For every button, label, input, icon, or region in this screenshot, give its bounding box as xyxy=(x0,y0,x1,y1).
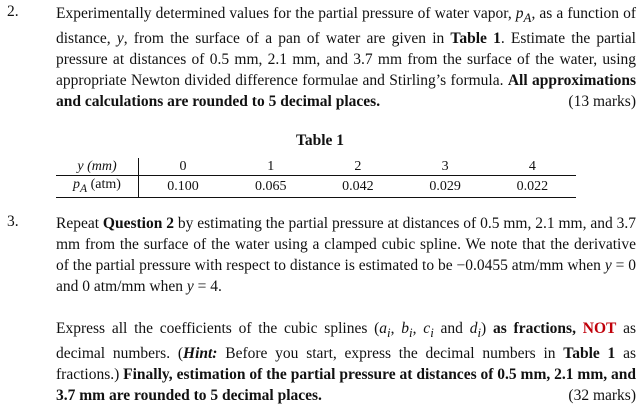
pressure-cell: 0.029 xyxy=(402,176,489,198)
y-cell: 0 xyxy=(139,158,228,176)
y-cell: 3 xyxy=(402,158,489,176)
pressure-cell: 0.065 xyxy=(227,176,314,198)
y-cell: 2 xyxy=(314,158,401,176)
y-cell: 4 xyxy=(489,158,576,176)
question-2-text: Experimentally determined values for the partial pressure of water vapor, $p_A$, as a function of distance, y, from the surface of a pan of water are given in Table 1. Estimate the partial pressure at distances of 0.5 mm, 2.1 mm, and 3.7 mm from the surface of the water, using appropriate Newton divided difference formulae and Stirling’s formula. All approximations and calculations are rounded to 5 decimal places. (13 marks) xyxy=(56,5,636,111)
y-header: y (mm) xyxy=(56,158,139,176)
question-3-paragraph-1: Repeat Question 2 by estimating the partial pressure at distances of 0.5 mm, 2.1 mm, and 3.7 mm from the surface of the water using a clamped cubic spline. We note that the derivative of the partial pressure with respect to distance is estimated to be −0.0455 atm/mm when y = 0 and 0 atm/mm when y = 4. xyxy=(56,215,636,295)
pressure-header: $p_A$ (atm) xyxy=(56,176,139,198)
question-3-paragraph-2: Express all the coefficients of the cubic splines ($a_i$, $b_i$, $c_i$ and $d_i$) as fractions, NOT as decimal numbers. (Hint: Before you start, express the decimal numbers in Table 1 as fractions.) Finally, estimation of the partial pressure at distances of 0.5 mm, 2.1 mm, and 3.7 mm are rounded to 5 decimal places. (32 marks) xyxy=(56,320,637,405)
table-row-pressure xyxy=(56,176,576,198)
data-table xyxy=(56,158,576,198)
question-3-marks: (32 marks) xyxy=(568,387,636,405)
pressure-cell: 0.022 xyxy=(489,176,576,198)
question-2-number: 2. xyxy=(7,3,19,20)
pressure-cell: 0.042 xyxy=(314,176,401,198)
y-cell: 1 xyxy=(227,158,314,176)
table-caption: Table 1 xyxy=(295,132,345,149)
pressure-cell: 0.100 xyxy=(139,176,228,198)
question-3-number: 3. xyxy=(7,213,19,230)
question-2-marks: (13 marks) xyxy=(568,93,636,111)
table-row-y xyxy=(56,158,576,176)
